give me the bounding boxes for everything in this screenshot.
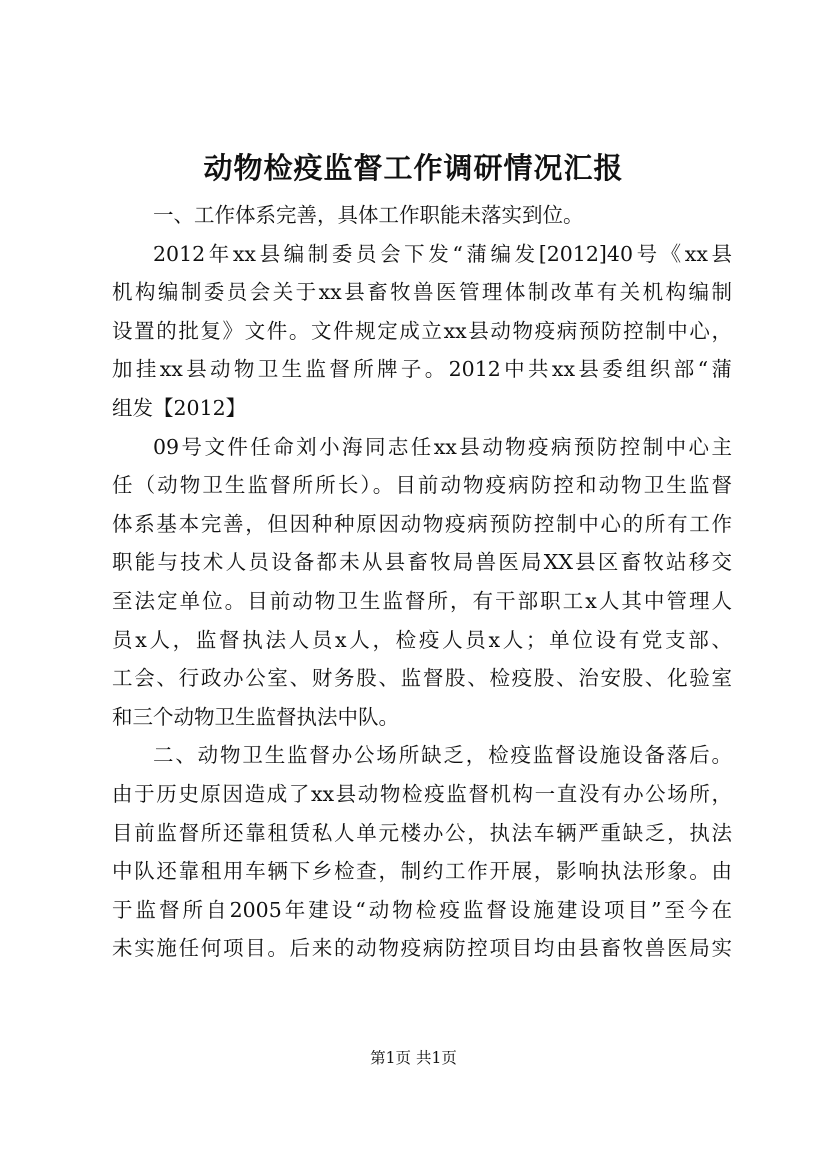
section-heading-2: 二、动物卫生监督办公场所缺乏，检疫监督设施设备落后。 [153,743,732,768]
paragraph-line: 体系基本完善，但因种种原因动物疫病预防控制中心的所有工作 [112,511,732,536]
document-body [112,196,732,968]
paragraph-line: 任（动物卫生监督所所长）。目前动物疫病防控和动物卫生监督 [112,473,732,498]
paragraph-line: 职能与技术人员设备都未从县畜牧局兽医局XX县区畜牧站移交 [112,550,732,575]
paragraph-line: 员x人，监督执法人员x人，检疫人员x人；单位设有党支部、 [112,627,732,652]
paragraph-line: 于监督所自2005年建设“动物检疫监督设施建设项目”至今在 [112,897,732,922]
paragraph-line: 由于历史原因造成了xx县动物检疫监督机构一直没有办公场所， [112,781,732,806]
paragraph-line: 至法定单位。目前动物卫生监督所，有干部职工x人其中管理人 [112,588,732,613]
paragraph-line: 中队还靠租用车辆下乡检查，制约工作开展，影响执法形象。由 [112,859,732,884]
page-footer: 第1页 共1页 [370,1049,457,1067]
section-heading-1: 一、工作体系完善，具体工作职能未落实到位。 [153,203,584,227]
document-title: 动物检疫监督工作调研情况汇报 [203,151,624,185]
paragraph-line: 加挂xx县动物卫生监督所牌子。2012中共xx县委组织部“蒲 [112,357,732,382]
paragraph-line: 未实施任何项目。后来的动物疫病防控项目均由县畜牧兽医局实 [112,936,732,961]
paragraph-line: 组发【2012】 [112,395,247,420]
paragraph-line: 工会、行政办公室、财务股、监督股、检疫股、治安股、化验室 [112,666,732,691]
paragraph-line: 机构编制委员会关于xx县畜牧兽医管理体制改革有关机构编制 [112,280,732,305]
paragraph-line: 2012年xx县编制委员会下发“蒲编发[2012]40号《xx县 [153,241,732,266]
paragraph-line: 设置的批复》文件。文件规定成立xx县动物疫病预防控制中心， [112,318,732,343]
paragraph-line: 09号文件任命刘小海同志任xx县动物疫病预防控制中心主 [153,434,732,459]
paragraph-line: 和三个动物卫生监督执法中队。 [112,704,399,729]
paragraph-line: 目前监督所还靠租赁私人单元楼办公，执法车辆严重缺乏，执法 [112,820,732,845]
